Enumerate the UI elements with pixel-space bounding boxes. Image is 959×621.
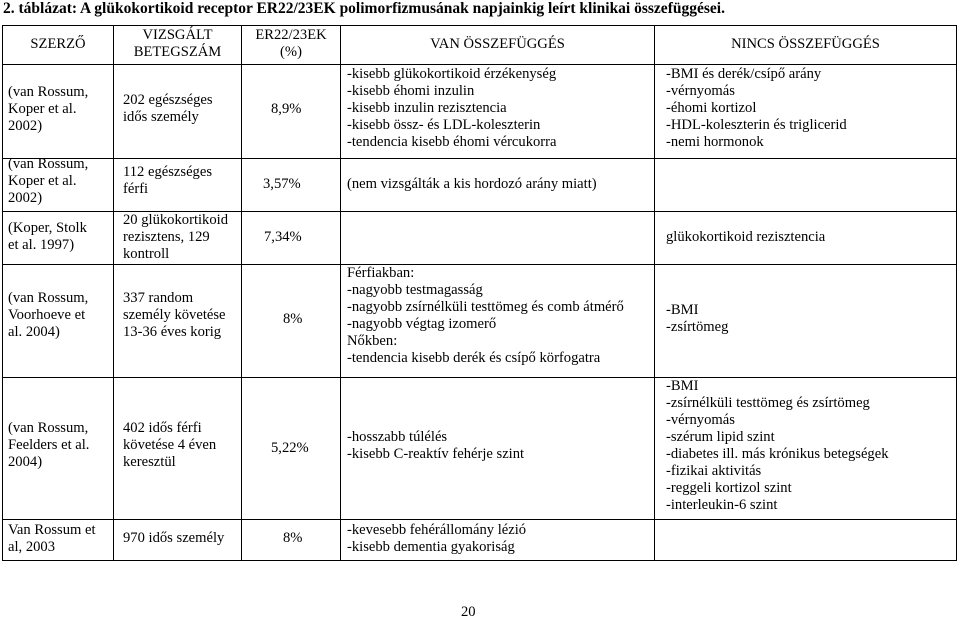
table-border-top [2,25,957,26]
row2-author: (van Rossum, Koper et al. 2002) [8,156,89,206]
row2-frequency: 3,57% [263,176,301,192]
row6-author: Van Rossum et al, 2003 [8,522,96,555]
row5-author: (van Rossum, Feelders et al. 2004) [8,420,90,470]
header-association: VAN ÖSSZEFÜGGÉS [430,36,565,52]
row1-subjects: 202 egészséges idős személy [123,92,213,125]
row2-association: (nem vizsgálták a kis hordozó arány miatt) [347,176,597,192]
header-author: SZERZŐ [30,36,86,52]
row3-no-association: glükokortikoid rezisztencia [666,229,826,245]
row2-subjects: 112 egészséges férfi [123,164,213,197]
header-frequency: ER22/23EK (%) [255,27,327,60]
row4-author: (van Rossum, Voorhoeve et al. 2004) [8,290,89,340]
row1-frequency: 8,9% [271,101,302,117]
row3-subjects: 20 glükokortikoid rezisztens, 129 kontroll [123,212,228,262]
table-border-right [956,25,957,561]
row5-frequency: 5,22% [271,440,309,456]
row6-association: -kevesebb fehérállomány lézió -kisebb dementia gyakoriság [347,522,527,555]
row4-frequency: 8% [283,311,303,327]
table-caption: 2. táblázat: A glükokortikoid receptor ER22/23EK polimorfizmusának napjainkig leírt klinikai összefüggései. [3,0,725,17]
row4-subjects: 337 random személy követése 13-36 éves korig [123,290,226,340]
header-subjects: VIZSGÁLT BETEGSZÁM [133,27,222,60]
row-divider [2,158,957,159]
row3-author: (Koper, Stolk et al. 1997) [8,220,87,253]
column-divider [241,25,242,561]
row4-association: Férfiakban: -nagyobb testmagasság -nagyobb zsírnélküli testtömeg és comb átmérő -nagyobb végtag izomerő Nőkben: -tendencia kisebb derék és csípő körfogatra [347,265,624,366]
row1-author: (van Rossum, Koper et al. 2002) [8,84,89,134]
header-divider [2,64,957,65]
row6-subjects: 970 idős személy [123,530,225,546]
header-no-association: NINCS ÖSSZEFÜGGÉS [731,36,880,52]
column-divider [654,25,655,561]
row5-association: -hosszabb túlélés -kisebb C-reaktív fehérje szint [347,429,525,462]
table-border-bottom [2,560,957,561]
row5-no-association: -BMI -zsírnélküli testtömeg és zsírtömeg -vérnyomás -szérum lipid szint -diabetes ill. más krónikus betegségek -fizikai aktivitás -reggeli kortizol szint -interleukin-6 szint [666,378,889,513]
row1-no-association: -BMI és derék/csípő arány -vérnyomás -éhomi kortizol -HDL-koleszterin és triglicerid -nemi hormonok [666,66,847,150]
row1-association: -kisebb glükokortikoid érzékenység -kisebb éhomi inzulin -kisebb inzulin rezisztencia -kisebb össz- és LDL-koleszterin -tendencia kisebb éhomi vércukorra [347,66,557,150]
row-divider [2,519,957,520]
column-divider [340,25,341,561]
row6-frequency: 8% [283,530,303,546]
page-number: 20 [461,604,476,620]
row4-no-association: -BMI -zsírtömeg [666,302,729,335]
table-border-left [2,25,3,561]
row5-subjects: 402 idős férfi követése 4 éven keresztül [123,420,217,470]
column-divider [113,25,114,561]
row3-frequency: 7,34% [264,229,302,245]
